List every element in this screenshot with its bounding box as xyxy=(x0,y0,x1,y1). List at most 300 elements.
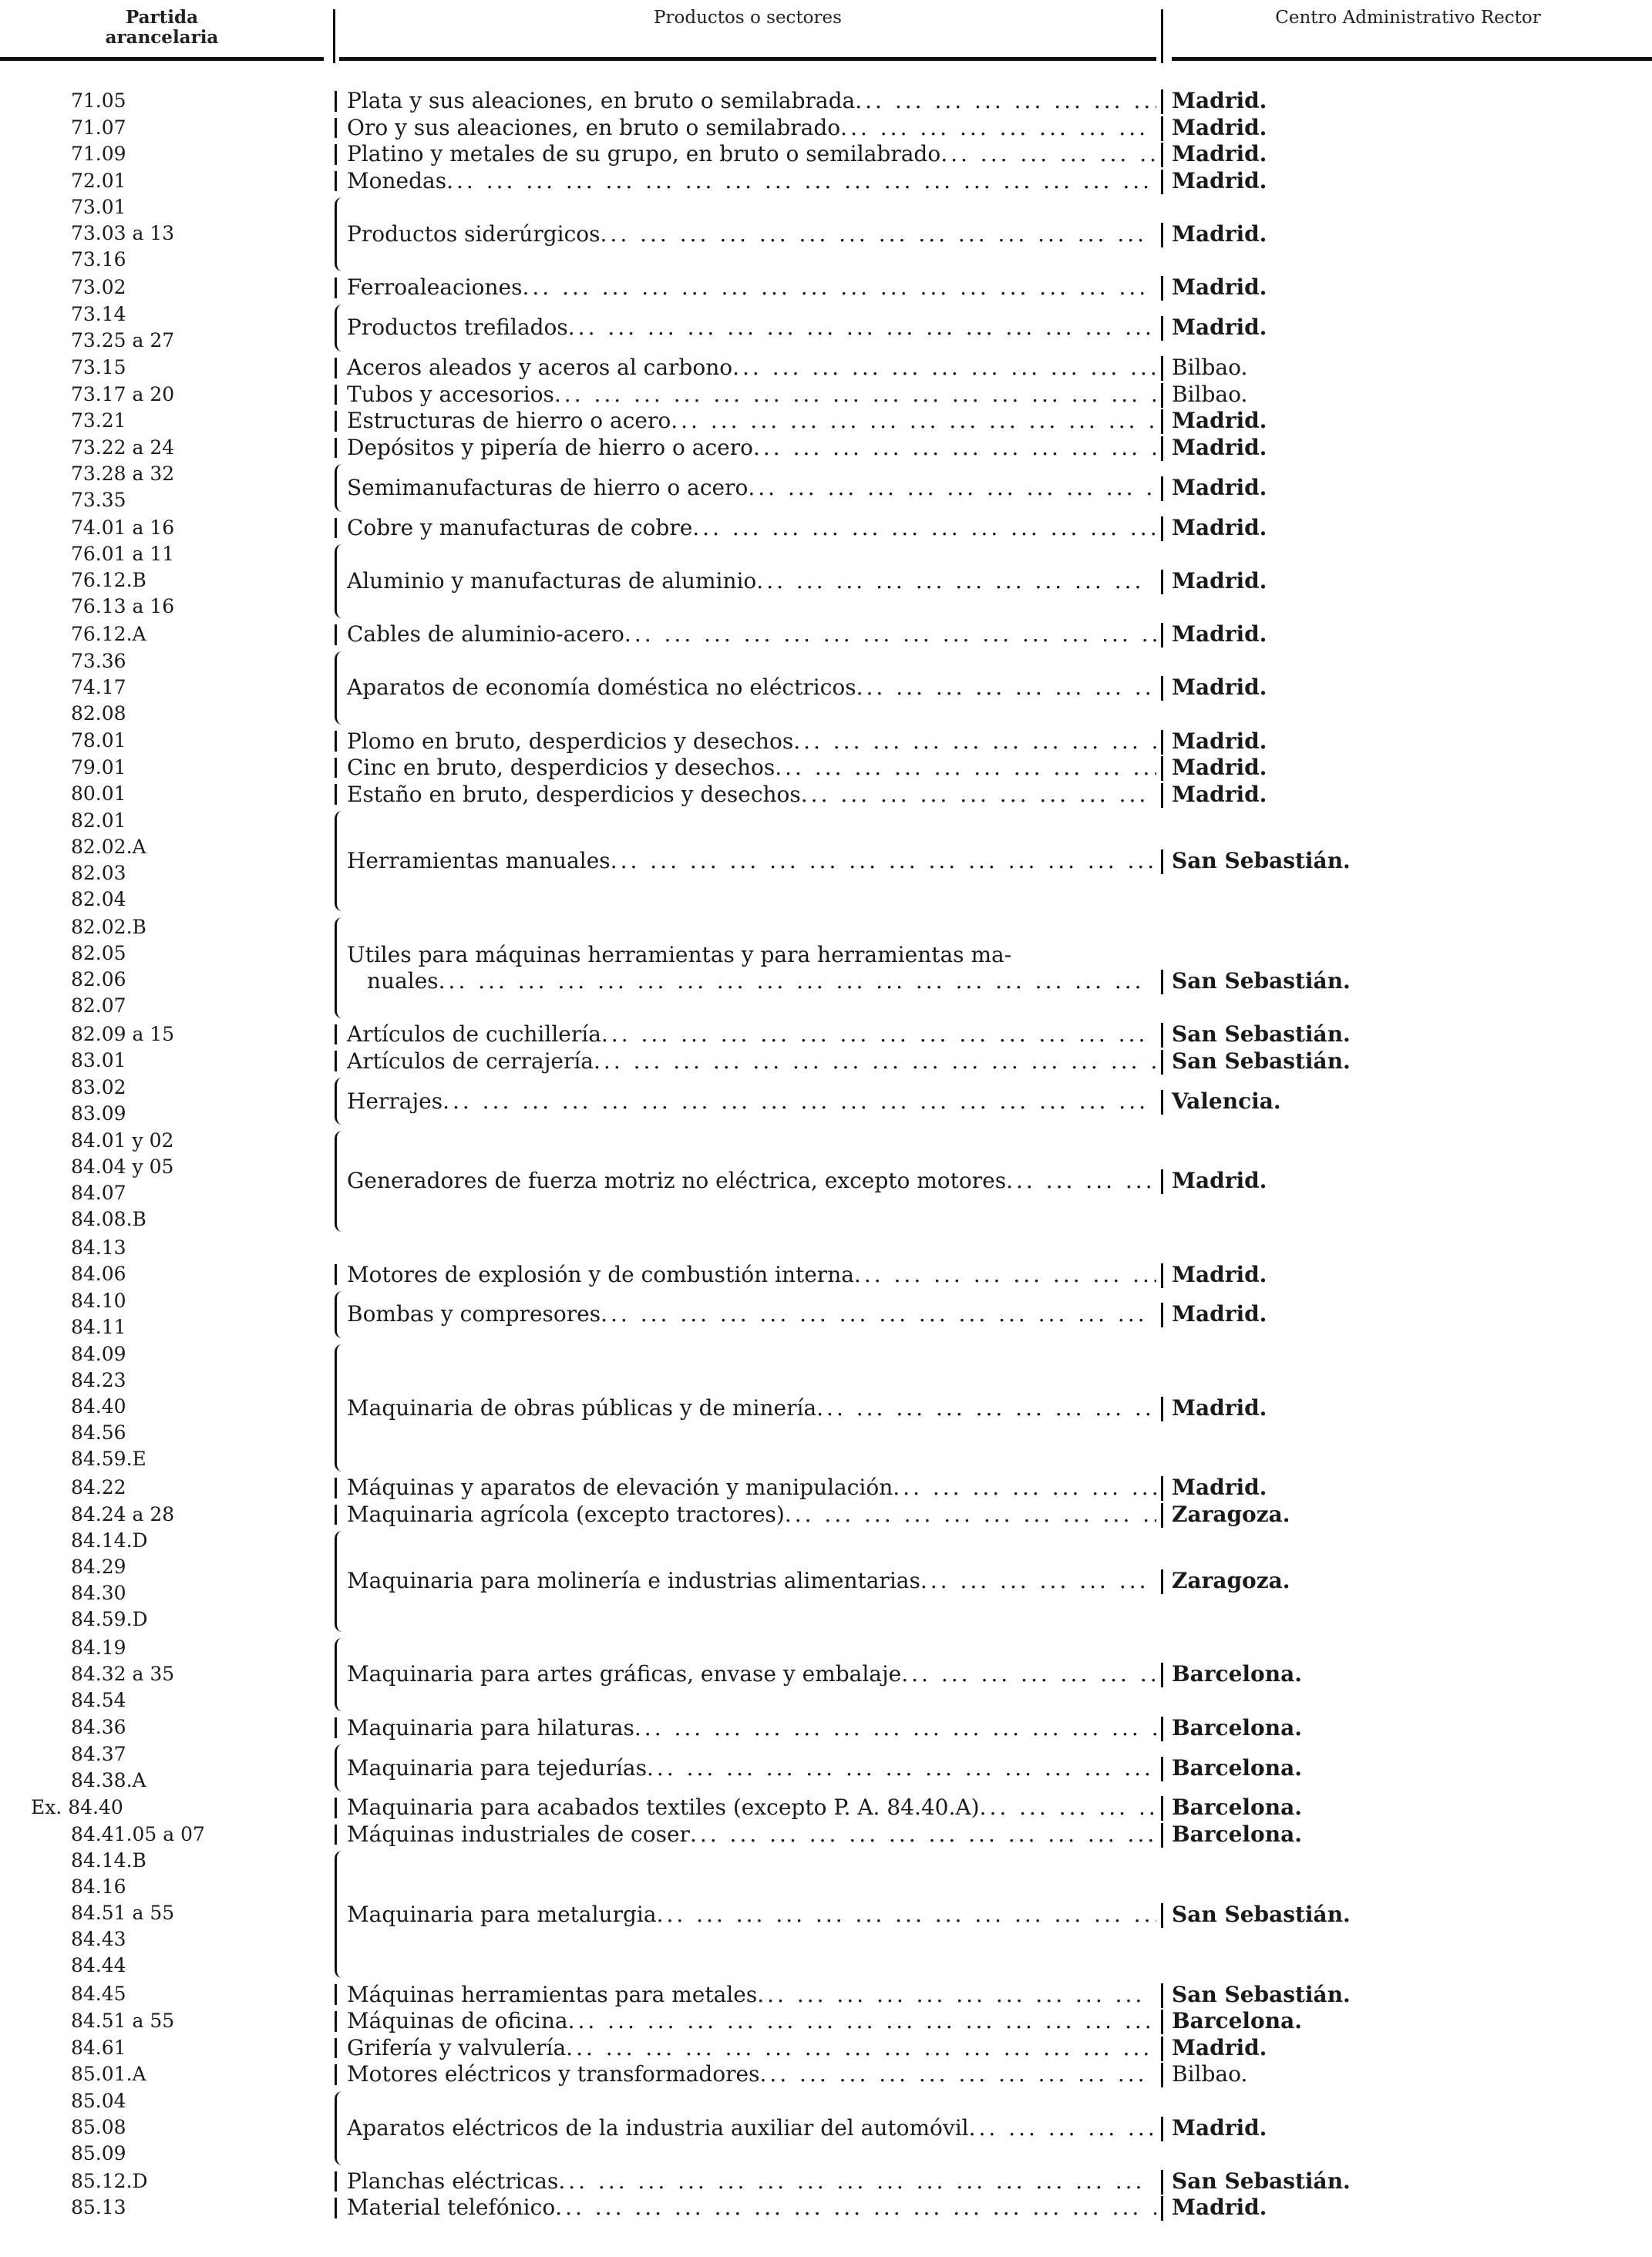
centro-rector: Madrid. xyxy=(1172,1301,1267,1327)
centro-rector: Madrid. xyxy=(1172,1394,1267,1421)
product-text: Tubos y accesorios xyxy=(347,381,554,407)
group-brace xyxy=(335,2198,345,2218)
product-text: Maquinaria de obras públicas y de minería xyxy=(347,1394,817,1421)
partida-codes xyxy=(31,1021,308,1048)
product-text: Oro y sus aleaciones, en bruto o semilabrado xyxy=(347,114,841,140)
product-text: Productos siderúrgicos xyxy=(347,221,601,247)
center-divider xyxy=(1161,756,1163,781)
partida-code: 84.51 a 55 xyxy=(71,1902,175,1925)
header-rule-left xyxy=(0,57,324,61)
centro-rector: Madrid. xyxy=(1172,435,1267,461)
center-divider xyxy=(1161,1303,1163,1327)
leader-dots xyxy=(634,1715,1156,1741)
product-entry xyxy=(347,1902,1156,1928)
product-text: Planchas eléctricas xyxy=(347,2168,559,2194)
leader-dots xyxy=(901,1661,1156,1687)
product-entry xyxy=(347,2061,1156,2087)
table-row xyxy=(0,1075,1652,1128)
partida-codes xyxy=(31,541,308,620)
table-row xyxy=(0,355,1652,382)
leader-dots xyxy=(775,755,1156,781)
partida-code: 73.36 xyxy=(71,649,126,672)
product-text: Maquinaria para acabados textiles (excepto P. A. 84.40.A) xyxy=(347,1794,980,1821)
partida-codes xyxy=(31,1848,308,1979)
partida-codes xyxy=(31,1048,308,1074)
partida-code: 85.09 xyxy=(71,2141,126,2164)
centro-rector: Madrid. xyxy=(1172,1168,1267,1194)
centro-rector: Zaragoza. xyxy=(1172,1568,1290,1594)
header-productos: Productos o sectores xyxy=(654,8,842,28)
group-brace xyxy=(335,2011,345,2032)
partida-code: 84.06 xyxy=(71,1263,126,1286)
group-brace xyxy=(335,385,345,405)
partida-code: 73.21 xyxy=(71,409,126,432)
leader-dots xyxy=(854,1262,1156,1288)
leader-dots xyxy=(785,1502,1156,1528)
table-row xyxy=(0,408,1652,435)
partida-code: 83.02 xyxy=(71,1076,126,1099)
center-divider xyxy=(1161,89,1163,114)
partida-code: 84.04 y 05 xyxy=(71,1155,174,1179)
product-entry xyxy=(347,1661,1156,1687)
table-row xyxy=(0,461,1652,514)
product-text: Motores eléctricos y transformadores xyxy=(347,2061,760,2087)
group-brace xyxy=(335,278,345,298)
group-brace xyxy=(335,1798,345,1818)
partida-code: 84.45 xyxy=(71,1983,126,2006)
product-entry xyxy=(347,968,1156,994)
centro-rector: Madrid. xyxy=(1172,1475,1267,1501)
center-divider xyxy=(1161,476,1163,501)
partida-code: 84.14.D xyxy=(71,1529,148,1552)
table-row xyxy=(0,168,1652,195)
partida-code: 76.01 a 11 xyxy=(71,543,175,566)
table-row xyxy=(0,781,1652,808)
partida-code: 84.38.A xyxy=(71,1768,146,1791)
centro-rector: San Sebastián. xyxy=(1172,848,1351,874)
center-divider xyxy=(1161,170,1163,194)
product-text: Herramientas manuales xyxy=(347,848,611,874)
centro-rector: Madrid. xyxy=(1172,474,1267,500)
center-divider xyxy=(1161,2010,1163,2034)
table-row xyxy=(0,621,1652,648)
partida-codes xyxy=(31,88,308,114)
leader-dots xyxy=(756,568,1156,594)
center-divider xyxy=(1161,623,1163,648)
centro-rector: Barcelona. xyxy=(1172,1714,1302,1741)
centro-rector: Madrid. xyxy=(1172,314,1267,341)
group-brace xyxy=(335,1051,345,1071)
center-divider xyxy=(1161,1050,1163,1075)
product-text: Grifería y valvulería xyxy=(347,2034,567,2060)
partida-codes xyxy=(31,461,308,513)
center-divider xyxy=(1161,730,1163,755)
product-entry xyxy=(347,408,1156,434)
partida-code: 82.03 xyxy=(71,862,126,885)
partida-code: 73.22 a 24 xyxy=(71,436,175,459)
leader-dots xyxy=(558,2168,1156,2195)
partida-code: 82.07 xyxy=(71,994,126,1018)
product-text: Cables de aluminio-acero xyxy=(347,621,624,648)
center-divider xyxy=(1161,1663,1163,1687)
leader-dots xyxy=(748,475,1156,501)
table-row xyxy=(0,274,1652,301)
leader-dots xyxy=(856,674,1156,701)
table-row xyxy=(0,2088,1652,2168)
product-entry xyxy=(347,274,1156,301)
partida-code: 83.09 xyxy=(71,1102,126,1125)
partida-codes xyxy=(31,2008,308,2034)
header-rule-middle xyxy=(339,57,1156,61)
product-entry xyxy=(347,2035,1156,2061)
leader-dots xyxy=(980,1794,1156,1821)
table-row xyxy=(0,914,1652,1021)
partida-codes xyxy=(31,914,308,1019)
header-divider-2 xyxy=(1161,9,1163,63)
product-text: Herrajes xyxy=(347,1088,443,1114)
centro-rector: Madrid. xyxy=(1172,514,1267,540)
table-row xyxy=(0,115,1652,142)
centro-rector: Madrid. xyxy=(1172,755,1267,781)
center-divider xyxy=(1161,276,1163,301)
product-text: Máquinas de oficina xyxy=(347,2008,568,2034)
center-divider xyxy=(1161,143,1163,167)
partida-codes xyxy=(31,728,308,754)
product-entry xyxy=(347,755,1156,781)
centro-rector: Madrid. xyxy=(1172,408,1267,434)
group-brace xyxy=(335,1744,346,1791)
leader-dots xyxy=(855,88,1156,114)
partida-code: 84.19 xyxy=(71,1636,126,1659)
group-brace xyxy=(335,1078,346,1125)
table-row xyxy=(0,1848,1652,1981)
centro-rector: Madrid. xyxy=(1172,1261,1267,1287)
partida-codes xyxy=(31,515,308,541)
partida-code: 84.43 xyxy=(71,1928,126,1951)
group-brace xyxy=(335,1638,346,1712)
group-brace xyxy=(335,1851,346,1978)
leader-dots xyxy=(568,2008,1156,2034)
product-entry xyxy=(347,782,1156,808)
leader-dots xyxy=(732,355,1156,381)
table-row xyxy=(0,141,1652,168)
partida-codes xyxy=(31,1475,308,1501)
product-entry xyxy=(347,1982,1156,2008)
table-row xyxy=(0,1528,1652,1634)
centro-rector: San Sebastián. xyxy=(1172,1048,1351,1074)
partida-codes xyxy=(31,1128,308,1233)
product-entry xyxy=(347,2115,1156,2141)
partida-code: 84.41.05 a 07 xyxy=(71,1822,205,1845)
partida-codes xyxy=(31,755,308,781)
centro-rector: Madrid. xyxy=(1172,88,1267,114)
header-rule-right xyxy=(1172,57,1652,61)
partida-codes xyxy=(31,168,308,194)
group-brace xyxy=(335,2091,346,2165)
center-divider xyxy=(1161,970,1163,994)
partida-code: 84.56 xyxy=(71,1421,126,1444)
partida-code: 85.13 xyxy=(71,2196,126,2219)
partida-code: 73.15 xyxy=(71,355,126,378)
centro-rector: Madrid. xyxy=(1172,621,1267,648)
leader-dots xyxy=(920,1568,1156,1594)
group-brace xyxy=(335,1024,345,1045)
partida-code: 76.12.B xyxy=(71,569,146,592)
center-divider xyxy=(1161,1023,1163,1048)
partida-codes xyxy=(31,2088,308,2167)
centro-rector: Barcelona. xyxy=(1172,1821,1302,1848)
table-row xyxy=(0,1235,1652,1262)
partida-code: 84.61 xyxy=(71,2036,126,2059)
centro-rector: Madrid. xyxy=(1172,2114,1267,2141)
tariff-table-body xyxy=(0,88,1652,2254)
partida-codes xyxy=(31,1235,308,1261)
group-brace xyxy=(335,2038,345,2059)
center-divider xyxy=(1161,1903,1163,1928)
partida-code: 84.51 a 55 xyxy=(71,2009,175,2032)
centro-rector: Bilbao. xyxy=(1172,355,1248,381)
product-text: Aparatos de economía doméstica no eléctricos xyxy=(347,674,856,701)
group-brace xyxy=(335,197,346,271)
table-row xyxy=(0,2195,1652,2222)
table-row xyxy=(0,435,1652,462)
centro-rector: Valencia. xyxy=(1172,1088,1281,1114)
leader-dots xyxy=(759,2061,1156,2087)
product-text: Aceros aleados y aceros al carbono xyxy=(347,355,733,381)
partida-code: 84.16 xyxy=(71,1875,126,1899)
partida-code: 73.02 xyxy=(71,276,126,299)
table-row xyxy=(0,194,1652,274)
partida-code: 84.30 xyxy=(71,1582,126,1605)
partida-code: 84.37 xyxy=(71,1742,126,1765)
group-brace xyxy=(335,358,345,378)
group-brace xyxy=(335,1825,345,1845)
leader-dots xyxy=(601,1301,1156,1327)
partida-code: 82.05 xyxy=(71,942,126,965)
partida-codes xyxy=(31,194,308,273)
centro-rector: San Sebastián. xyxy=(1172,967,1351,994)
leader-dots xyxy=(566,2035,1156,2061)
group-brace xyxy=(335,144,345,165)
leader-dots xyxy=(816,1395,1156,1421)
partida-codes xyxy=(31,355,308,381)
partida-codes xyxy=(31,1261,308,1287)
partida-code: 71.05 xyxy=(71,89,126,112)
table-row xyxy=(0,1128,1652,1234)
table-row xyxy=(0,2035,1652,2062)
centro-rector: Madrid. xyxy=(1172,674,1267,701)
centro-rector: Madrid. xyxy=(1172,274,1267,301)
product-text: Productos trefilados xyxy=(347,314,568,341)
leader-dots xyxy=(568,314,1156,341)
leader-dots xyxy=(692,515,1156,541)
center-divider xyxy=(1161,383,1163,408)
partida-code: 73.01 xyxy=(71,196,126,219)
product-entry xyxy=(347,115,1156,141)
partida-code: 73.25 a 27 xyxy=(71,328,175,352)
product-text: Máquinas y aparatos de elevación y manipulación xyxy=(347,1475,893,1501)
leader-dots xyxy=(657,1902,1156,1928)
partida-code: 71.07 xyxy=(71,116,126,139)
partida-codes xyxy=(31,1714,308,1741)
product-text: Maquinaria para hilaturas xyxy=(347,1714,634,1741)
center-divider xyxy=(1161,356,1163,381)
partida-code: 84.13 xyxy=(71,1236,126,1259)
center-divider xyxy=(1161,1983,1163,2008)
leader-dots xyxy=(969,2115,1156,2141)
partida-code: 84.10 xyxy=(71,1289,126,1312)
table-row xyxy=(0,755,1652,782)
center-divider xyxy=(1161,1757,1163,1781)
product-text: Bombas y compresores xyxy=(347,1301,601,1327)
group-brace xyxy=(335,518,345,539)
group-brace xyxy=(335,651,346,725)
product-entry xyxy=(347,382,1156,408)
center-divider xyxy=(1161,2196,1163,2221)
table-row xyxy=(0,648,1652,728)
table-row xyxy=(0,1475,1652,1502)
product-text: Semimanufacturas de hierro o acero xyxy=(347,474,749,500)
group-brace xyxy=(335,2171,345,2192)
partida-codes xyxy=(31,435,308,461)
partida-codes xyxy=(31,621,308,648)
table-row xyxy=(0,515,1652,542)
group-brace xyxy=(335,2064,345,2085)
partida-code: 84.11 xyxy=(71,1315,126,1338)
group-brace xyxy=(335,1291,346,1338)
table-row xyxy=(0,1288,1652,1341)
group-brace xyxy=(335,118,345,139)
product-entry xyxy=(347,1262,1156,1288)
group-brace xyxy=(335,171,345,192)
group-brace xyxy=(335,1478,345,1498)
leader-dots xyxy=(442,1088,1156,1115)
table-row xyxy=(0,1741,1652,1794)
partida-code: 85.04 xyxy=(71,2089,126,2112)
centro-rector: Bilbao. xyxy=(1172,2061,1248,2087)
product-entry xyxy=(347,88,1156,114)
centro-rector: Barcelona. xyxy=(1172,1754,1302,1781)
group-brace xyxy=(335,1505,345,1525)
centro-rector: Bilbao. xyxy=(1172,381,1248,407)
center-divider xyxy=(1161,1397,1163,1421)
table-row xyxy=(0,1821,1652,1848)
partida-code: 84.14.B xyxy=(71,1849,146,1872)
partida-code: 84.01 y 02 xyxy=(71,1129,174,1152)
table-row xyxy=(0,1981,1652,2008)
center-divider xyxy=(1161,223,1163,247)
centro-rector: Madrid. xyxy=(1172,728,1267,754)
product-entry xyxy=(347,2195,1156,2221)
partida-code: 79.01 xyxy=(71,755,126,779)
centro-rector: San Sebastián. xyxy=(1172,1901,1351,1927)
partida-codes xyxy=(31,808,308,913)
partida-code: 73.28 a 32 xyxy=(71,462,175,486)
product-text: Ferroaleaciones xyxy=(347,274,523,301)
group-brace xyxy=(335,1264,345,1285)
leader-dots xyxy=(446,168,1156,194)
product-text: Maquinaria para metalurgia xyxy=(347,1901,657,1927)
partida-code: 82.04 xyxy=(71,888,126,911)
product-text: Aparatos eléctricos de la industria auxiliar del automóvil xyxy=(347,2114,969,2141)
partida-code: 74.17 xyxy=(71,675,126,698)
table-row xyxy=(0,1794,1652,1821)
product-text: Aluminio y manufacturas de aluminio xyxy=(347,568,757,594)
product-entry xyxy=(347,355,1156,381)
center-divider xyxy=(1161,570,1163,594)
partida-code: 84.59.E xyxy=(71,1448,146,1470)
centro-rector: Barcelona. xyxy=(1172,1794,1302,1821)
partida-code: 84.29 xyxy=(71,1556,126,1579)
product-entry xyxy=(347,621,1156,648)
partida-code: 76.12.A xyxy=(71,622,146,645)
table-header xyxy=(0,0,1652,62)
centro-rector: Madrid. xyxy=(1172,781,1267,807)
center-divider xyxy=(1161,516,1163,541)
partida-code: 74.01 a 16 xyxy=(71,516,175,539)
partida-codes xyxy=(31,1288,308,1340)
center-divider xyxy=(1161,409,1163,434)
group-brace xyxy=(335,784,345,805)
partida-codes xyxy=(31,1075,308,1127)
partida-code: 84.54 xyxy=(71,1688,126,1711)
group-brace xyxy=(335,544,346,618)
table-row xyxy=(0,1048,1652,1075)
partida-code: 82.01 xyxy=(71,809,126,832)
product-entry xyxy=(347,728,1156,755)
partida-code: 72.01 xyxy=(71,169,126,192)
partida-code: 78.01 xyxy=(71,729,126,752)
leader-dots xyxy=(757,1982,1156,2008)
partida-codes xyxy=(31,1981,308,2007)
partida-code: 71.09 xyxy=(71,143,126,166)
centro-rector: San Sebastián. xyxy=(1172,1981,1351,2007)
table-row xyxy=(0,1502,1652,1529)
product-text: Motores de explosión y de combustión interna xyxy=(347,1261,854,1287)
product-entry xyxy=(347,1568,1156,1594)
partida-code: 82.06 xyxy=(71,968,126,991)
table-row xyxy=(0,1635,1652,1715)
product-entry xyxy=(347,168,1156,194)
table-row xyxy=(0,1021,1652,1048)
centro-rector: Madrid. xyxy=(1172,2034,1267,2060)
partida-code: 84.32 a 35 xyxy=(71,1662,175,1685)
product-text: nuales xyxy=(367,967,439,994)
center-divider xyxy=(1161,1823,1163,1848)
leader-dots xyxy=(594,1048,1156,1075)
center-divider xyxy=(1161,116,1163,141)
product-text: Platino y metales de su grupo, en bruto o semilabrado xyxy=(347,141,941,167)
center-divider xyxy=(1161,1717,1163,1741)
group-brace xyxy=(335,731,345,752)
leader-dots xyxy=(840,115,1156,141)
partida-code: 84.23 xyxy=(71,1369,126,1391)
group-brace xyxy=(335,91,345,112)
table-row xyxy=(0,301,1652,355)
partida-codes xyxy=(31,382,308,408)
product-entry xyxy=(347,1794,1156,1821)
center-divider xyxy=(1161,1569,1163,1594)
header-divider-1 xyxy=(333,9,335,63)
centro-rector: Madrid. xyxy=(1172,168,1267,194)
leader-dots xyxy=(522,274,1156,301)
product-entry xyxy=(347,1755,1156,1781)
product-entry xyxy=(347,475,1156,501)
center-divider xyxy=(1161,1476,1163,1501)
group-brace xyxy=(335,1344,346,1472)
partida-codes xyxy=(31,274,308,301)
center-divider xyxy=(1161,849,1163,874)
